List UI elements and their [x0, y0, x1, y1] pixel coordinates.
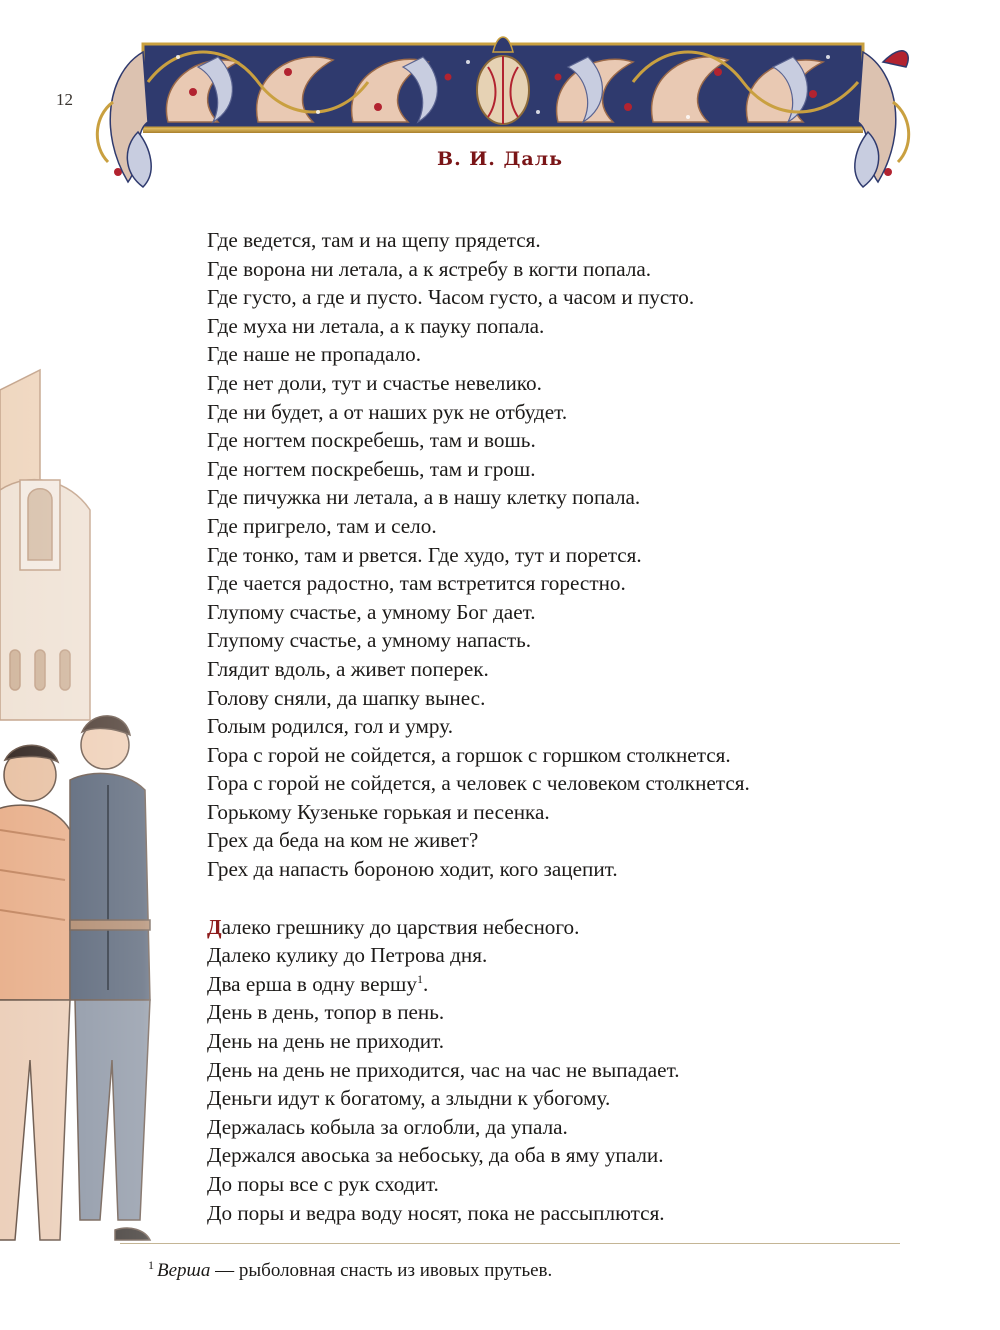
dropcap-initial: Д: [207, 914, 222, 939]
proverb-line: До поры все с рук сходит.: [207, 1172, 439, 1196]
proverb-line: Голым родился, гол и умру.: [207, 714, 454, 739]
footnote-mark: 1: [148, 1257, 154, 1272]
proverb-line: Где ведется, там и на щепу прядется.: [207, 228, 541, 252]
proverb-line: Где ни будет, а от наших рук не отбудет.: [207, 399, 568, 424]
proverb-line-rest: алеко грешнику до царствия небесного.: [221, 914, 580, 939]
proverb-line: [207, 970, 907, 999]
page-number: 12: [56, 90, 73, 109]
footnote-term: Верша: [157, 1260, 211, 1281]
floral-ornament-banner-icon: [88, 22, 918, 202]
footnote-definition: — рыболовная снасть из ивовых прутьев.: [210, 1260, 553, 1281]
proverb-line: Глядит вдоль, а живет поперек.: [207, 656, 489, 681]
proverb-line: Где нет доли, тут и счастье невелико.: [207, 370, 542, 395]
proverb-line: Где пригрело, там и село.: [207, 513, 437, 538]
footnote: [148, 1257, 908, 1282]
proverb-line-end: .: [422, 971, 429, 996]
proverbs-text: [207, 226, 907, 1227]
proverb-line: Где ногтем поскребешь, там и вошь.: [207, 428, 536, 453]
proverb-line: Глупому счастье, а умному Бог дает.: [207, 599, 536, 624]
proverb-line-text: Два ерша в одну вершу: [207, 971, 417, 996]
author-running-header: В. И. Даль: [437, 148, 563, 170]
proverb-line: Где ногтем поскребешь, там и грош.: [207, 456, 536, 481]
proverb-line: Где тонко, там и рвется. Где худо, тут и порется.: [207, 542, 642, 567]
proverb-line: Где густо, а где и пусто. Часом густо, а часом и пусто.: [207, 285, 695, 310]
proverb-line: Грех да беда на ком не живет?: [207, 828, 479, 853]
proverb-line: [207, 913, 907, 942]
proverb-line: Держалась кобыла за оглобли, да упала.: [207, 1114, 568, 1139]
proverb-line: День на день не приходит.: [207, 1029, 445, 1054]
proverb-line: День в день, топор в пень.: [207, 1000, 445, 1025]
proverb-line: Глупому счастье, а умному напасть.: [207, 628, 532, 653]
proverb-line: До поры и ведра воду носят, пока не рассыплются.: [207, 1200, 665, 1225]
proverb-line: Далеко кулику до Петрова дня.: [207, 943, 488, 968]
proverb-line: Где муха ни летала, а к пауку попала.: [207, 313, 545, 338]
footnote-reference[interactable]: 1: [416, 971, 423, 986]
footnote-divider: [120, 1243, 900, 1244]
proverb-line: Гора с горой не сойдется, а человек с человеком столкнется.: [207, 771, 750, 796]
proverb-line: Гора с горой не сойдется, а горшок с горшком столкнется.: [207, 742, 731, 767]
proverb-line: Голову сняли, да шапку вынес.: [207, 685, 486, 710]
proverb-line: Грех да напасть бороною ходит, кого зацепит.: [207, 857, 618, 882]
proverb-line: Где пичужка ни летала, а в нашу клетку попала.: [207, 485, 641, 510]
proverb-line: Деньги идут к богатому, а злыдни к убогому.: [207, 1086, 611, 1111]
proverb-line: День на день не приходится, час на час не выпадает.: [207, 1057, 680, 1082]
proverb-line: Горькому Кузеньке горькая и песенка.: [207, 799, 550, 824]
proverb-line: Где наше не пропадало.: [207, 342, 422, 367]
proverb-line: Где чается радостно, там встретится горестно.: [207, 571, 626, 596]
proverb-line: Где ворона ни летала, а к ястребу в когти попала.: [207, 256, 652, 281]
proverb-line: Держался авоська за небоську, да оба в яму упали.: [207, 1143, 664, 1168]
